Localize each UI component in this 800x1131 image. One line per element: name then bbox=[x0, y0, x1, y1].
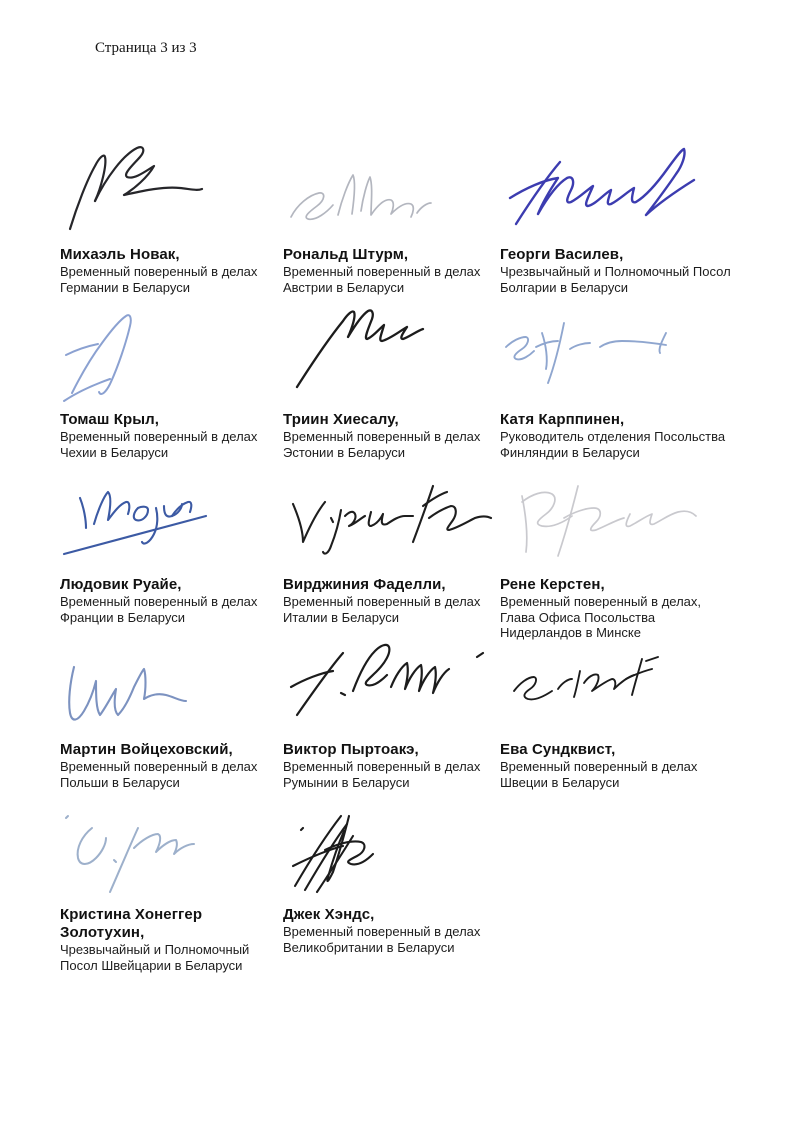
signatory-name: Вирджиния Фаделли, bbox=[283, 576, 446, 593]
signatory-title bbox=[283, 264, 513, 295]
signature-block-novak bbox=[60, 140, 290, 295]
signatory-name: Джек Хэндс, bbox=[283, 906, 375, 923]
signatory-title-line: Посол Швейцарии в Беларуси bbox=[60, 957, 243, 973]
signatory-name: Георги Василев, bbox=[500, 246, 624, 263]
signatory-title bbox=[500, 759, 730, 790]
signatory-title-line: Германии в Беларуси bbox=[60, 279, 190, 295]
signature-pyrtoake-icon bbox=[283, 635, 513, 735]
signatory-name: Виктор Пыртоакэ, bbox=[283, 741, 419, 758]
signatory-title bbox=[283, 429, 513, 460]
signatory-title-line: Временный поверенный в делах bbox=[283, 924, 481, 939]
signatory-name: Рене Керстен, bbox=[500, 576, 605, 593]
signatory-title-line: Чрезвычайный и Полномочный Посол bbox=[500, 264, 731, 279]
signatory-title-line: Временный поверенный в делах bbox=[60, 594, 258, 609]
signatory-name: Томаш Крыл, bbox=[60, 411, 160, 428]
signatory-title bbox=[60, 759, 290, 790]
signatory-title-line: Болгарии в Беларуси bbox=[500, 279, 628, 295]
signatory-title-line: Франции в Беларуси bbox=[60, 609, 185, 625]
signature-kryl-icon bbox=[60, 305, 290, 405]
signatory-title bbox=[60, 429, 290, 460]
signature-block-hiesalu bbox=[283, 305, 513, 460]
signature-honegger-icon bbox=[60, 800, 290, 900]
signatory-title bbox=[60, 594, 290, 625]
page-number-label: Страница 3 из 3 bbox=[95, 40, 197, 56]
signatory-title bbox=[283, 594, 513, 625]
signatory-title-line: Нидерландов в Минске bbox=[500, 625, 641, 640]
signature-block-sturm bbox=[283, 140, 513, 295]
signatory-title-line: Глава Офиса Посольства bbox=[500, 609, 656, 625]
signature-ruaje-icon bbox=[60, 470, 290, 570]
signature-block-kersten bbox=[500, 470, 730, 641]
signature-block-ruaje bbox=[60, 470, 290, 625]
signature-sturm-icon bbox=[283, 140, 513, 240]
signature-block-vasilev bbox=[500, 140, 730, 295]
signatory-title bbox=[500, 429, 730, 460]
signature-novak-icon bbox=[60, 140, 290, 240]
signatory-title-line: Временный поверенный в делах bbox=[60, 264, 258, 279]
signatory-title-line: Временный поверенный в делах bbox=[500, 759, 698, 774]
signature-block-karppinen bbox=[500, 305, 730, 460]
signatory-title bbox=[500, 264, 730, 295]
signatory-title-line: Румынии в Беларуси bbox=[283, 774, 410, 790]
signatory-name: Людовик Руайе, bbox=[60, 576, 182, 593]
signatory-title-line: Великобритании в Беларуси bbox=[283, 939, 455, 955]
signature-block-pyrtoake bbox=[283, 635, 513, 790]
signature-sundqvist-icon bbox=[500, 635, 730, 735]
signatory-name: Триин Хиесалу, bbox=[283, 411, 399, 428]
signature-block-wojciechowski bbox=[60, 635, 290, 790]
signature-karppinen-icon bbox=[500, 305, 730, 405]
signatory-title-line: Временный поверенный в делах bbox=[60, 759, 258, 774]
signatory-title-line: Италии в Беларуси bbox=[283, 609, 399, 625]
signatory-title-line: Временный поверенный в делах bbox=[283, 759, 481, 774]
signatory-title bbox=[60, 264, 290, 295]
signature-hiesalu-icon bbox=[283, 305, 513, 405]
signature-block-hands bbox=[283, 800, 513, 955]
signatory-title bbox=[60, 942, 290, 973]
signature-block-honegger bbox=[60, 800, 290, 973]
signatory-title bbox=[500, 594, 730, 641]
signatory-title-line: Чехии в Беларуси bbox=[60, 444, 169, 460]
signatory-title-line: Временный поверенный в делах, bbox=[500, 594, 701, 609]
signatory-name: Ева Сундквист, bbox=[500, 741, 616, 758]
signatory-name: Катя Карппинен, bbox=[500, 411, 625, 428]
signature-block-sundqvist bbox=[500, 635, 730, 790]
signatory-title-line: Временный поверенный в делах bbox=[283, 429, 481, 444]
signatory-title-line: Финляндии в Беларуси bbox=[500, 444, 640, 460]
signature-kersten-icon bbox=[500, 470, 730, 570]
signature-vasilev-icon bbox=[500, 140, 730, 240]
signatory-title-line: Временный поверенный в делах bbox=[60, 429, 258, 444]
signatory-title bbox=[283, 924, 513, 955]
signatory-title-line: Временный поверенный в делах bbox=[283, 264, 481, 279]
signature-wojciechowski-icon bbox=[60, 635, 290, 735]
signature-block-fadelli bbox=[283, 470, 513, 625]
signatory-title-line: Швеции в Беларуси bbox=[500, 774, 620, 790]
signatory-title-line: Австрии в Беларуси bbox=[283, 279, 405, 295]
signatory-title-line: Временный поверенный в делах bbox=[283, 594, 481, 609]
signature-block-kryl bbox=[60, 305, 290, 460]
signatory-title-line: Чрезвычайный и Полномочный bbox=[60, 942, 250, 957]
signatory-name: Михаэль Новак, bbox=[60, 246, 180, 263]
signatory-title-line: Польши в Беларуси bbox=[60, 774, 180, 790]
signatory-title-line: Руководитель отделения Посольства bbox=[500, 429, 726, 444]
signature-hands-icon bbox=[283, 800, 513, 900]
signatory-name: Мартин Войцеховский, bbox=[60, 741, 233, 758]
signature-fadelli-icon bbox=[283, 470, 513, 570]
signatory-name: Рональд Штурм, bbox=[283, 246, 409, 263]
signatory-name: Кристина Хонеггер Золотухин, bbox=[60, 906, 203, 941]
signatory-title bbox=[283, 759, 513, 790]
signatory-title-line: Эстонии в Беларуси bbox=[283, 444, 406, 460]
